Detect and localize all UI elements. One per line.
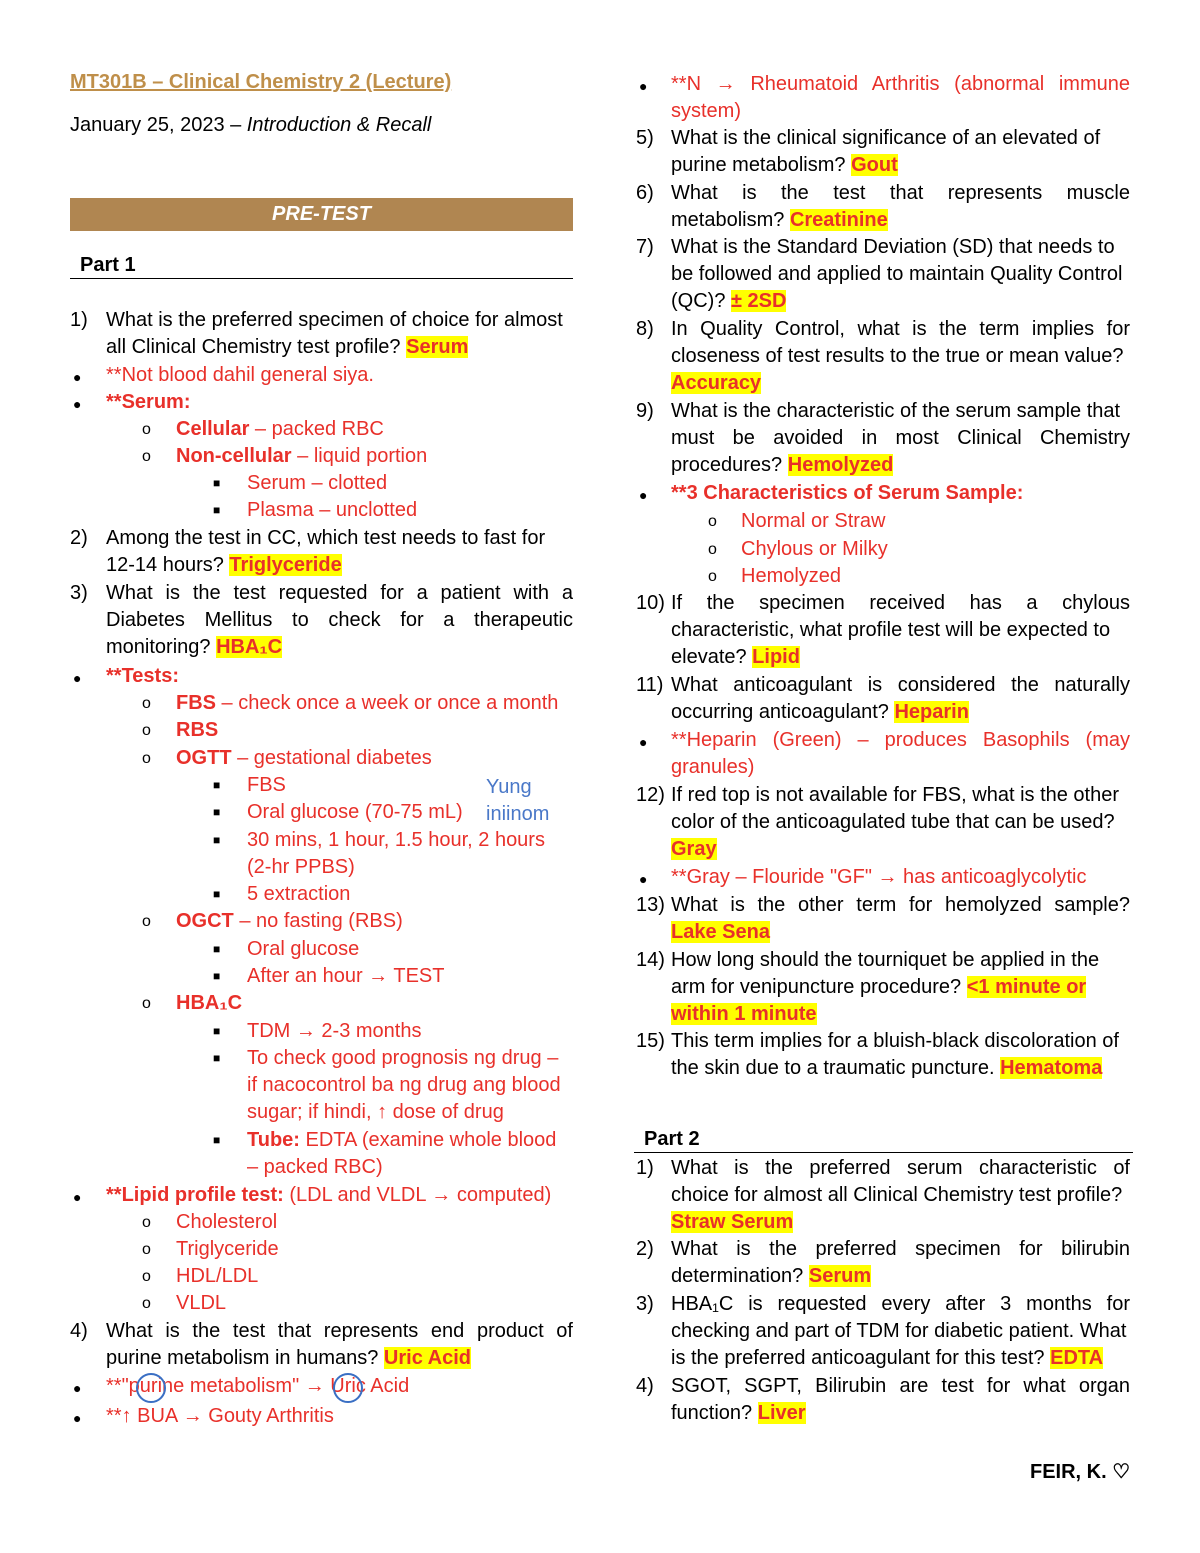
part2-question-2 xyxy=(671,1236,1130,1290)
note xyxy=(671,727,1130,781)
answer: Uric Acid xyxy=(383,1347,471,1370)
p1-line: What is the preferred serum characteristic of xyxy=(671,1157,1130,1179)
term-desc: – no fasting (RBS) xyxy=(233,910,403,932)
p4-line: SGOT, SGPT, Bilirubin are test for what organ xyxy=(671,1375,1130,1397)
q3-line: Diabetes Mellitus to check for a therapeutic xyxy=(106,609,573,632)
bullet: ■ xyxy=(213,969,221,983)
term: Cellular xyxy=(176,418,250,440)
bullet: o xyxy=(142,1214,151,1231)
bullet: o xyxy=(142,421,151,438)
bullet: o xyxy=(142,722,151,739)
term: OGCT xyxy=(176,910,234,932)
question-11 xyxy=(671,672,1130,726)
question-13 xyxy=(671,892,1130,946)
answer: Gray xyxy=(671,838,717,861)
bullet: ● xyxy=(73,369,82,385)
subitem-line: To check good prognosis ng drug – xyxy=(247,1047,559,1069)
p3-line: HBA₁C is requested every after 3 months for xyxy=(671,1293,1130,1315)
p3-line: checking and part of TDM for diabetic patient. What xyxy=(671,1320,1127,1343)
note-line: granules) xyxy=(671,756,755,779)
question-8 xyxy=(671,316,1130,398)
question-2 xyxy=(106,525,573,579)
bullet: ● xyxy=(73,1410,82,1426)
q14-line: arm for venipuncture procedure? xyxy=(671,976,967,999)
answer: EDTA xyxy=(1050,1347,1104,1370)
subitem-line: sugar; if hindi, ↑ dose of drug xyxy=(247,1101,504,1124)
handwritten-note: iniinom xyxy=(486,803,550,825)
bullet: ● xyxy=(639,78,648,94)
handwritten-circle xyxy=(136,1373,166,1403)
q-number: 4) xyxy=(70,1320,88,1342)
subitem: Oral glucose (70-75 mL) xyxy=(247,801,463,823)
q1-line: What is the preferred specimen of choice for almost xyxy=(106,309,563,331)
part2-heading: Part 2 xyxy=(634,1126,1133,1153)
question-14 xyxy=(671,947,1130,1029)
q4-line: What is the test that represents end product of xyxy=(106,1320,573,1342)
answer: Hemolyzed xyxy=(787,454,894,477)
note xyxy=(671,71,1130,125)
author-footer: FEIR, K. ♡ xyxy=(1030,1461,1131,1483)
answer: Serum xyxy=(406,336,469,359)
q10-line: characteristic, what profile test will be expected to xyxy=(671,619,1111,642)
q13-line: What is the other term for hemolyzed sample? xyxy=(671,894,1130,916)
p3-line: is the preferred anticoagulant for this test? xyxy=(671,1347,1051,1370)
bullet: ● xyxy=(639,487,648,503)
bullet: ● xyxy=(73,670,82,686)
question-4 xyxy=(106,1318,573,1372)
term: OGTT xyxy=(176,747,232,769)
term: Tube: xyxy=(247,1129,300,1151)
q6-line: metabolism? xyxy=(671,209,790,232)
subitem xyxy=(176,745,432,772)
q8-line: In Quality Control, what is the term implies for xyxy=(671,318,1130,340)
q-number: 14) xyxy=(636,949,665,971)
handwritten-note: Yung xyxy=(486,776,532,798)
bullet: ■ xyxy=(213,942,221,956)
q-number: 15) xyxy=(636,1030,665,1052)
subitem: After an hour → TEST xyxy=(247,965,445,987)
q-number: 9) xyxy=(636,400,654,422)
part1-heading: Part 1 xyxy=(70,252,573,279)
subitem: Chylous or Milky xyxy=(741,538,888,560)
answer: within 1 minute xyxy=(671,1003,817,1026)
subitem: 5 extraction xyxy=(247,883,351,905)
q-number: 1) xyxy=(636,1157,654,1179)
subitem: VLDL xyxy=(176,1292,227,1314)
question-6 xyxy=(671,180,1130,234)
note: **"purine metabolism" → Uric Acid xyxy=(106,1375,410,1397)
term-desc: – check once a week or once a month xyxy=(216,692,559,714)
q-number: 2) xyxy=(636,1238,654,1260)
lecture-date xyxy=(70,114,431,137)
subitem-line: if nacocontrol ba ng drug ang blood xyxy=(247,1074,561,1097)
pretest-banner: PRE-TEST xyxy=(70,198,573,231)
part2-question-3 xyxy=(671,1291,1130,1373)
question-1 xyxy=(106,307,573,361)
answer: ± 2SD xyxy=(731,290,787,313)
note: **Serum: xyxy=(106,391,191,413)
subitem xyxy=(247,827,545,881)
question-7 xyxy=(671,234,1130,316)
q-number: 10) xyxy=(636,592,665,614)
subitem: FBS xyxy=(247,774,286,796)
subitem xyxy=(176,416,384,443)
term-desc: – packed RBC xyxy=(249,418,384,440)
p4-line: function? xyxy=(671,1402,758,1425)
q-number: 5) xyxy=(636,127,654,149)
bullet: o xyxy=(142,1241,151,1258)
q5-line: purine metabolism? xyxy=(671,154,852,177)
term-desc: – gestational diabetes xyxy=(231,747,432,769)
bullet: ■ xyxy=(213,805,221,819)
subitem: Triglyceride xyxy=(176,1238,279,1260)
bullet: ■ xyxy=(213,1133,221,1147)
answer: <1 minute or xyxy=(966,976,1087,999)
note-line: system) xyxy=(671,100,741,123)
bullet: ● xyxy=(73,1380,82,1396)
q9-line: procedures? xyxy=(671,454,788,477)
q7-line: What is the Standard Deviation (SD) that needs to xyxy=(671,236,1115,258)
q11-line: What anticoagulant is considered the naturally xyxy=(671,674,1130,696)
q-number: 6) xyxy=(636,182,654,204)
q-number: 11) xyxy=(636,674,664,696)
bullet: o xyxy=(708,541,717,558)
note: **Not blood dahil general siya. xyxy=(106,364,374,386)
q7-line: (QC)? xyxy=(671,290,731,313)
bullet: ■ xyxy=(213,1051,221,1065)
p1-line: choice for almost all Clinical Chemistry test profile? xyxy=(671,1184,1123,1207)
subitem: Serum – clotted xyxy=(247,472,388,494)
q-number: 13) xyxy=(636,894,665,916)
bullet: o xyxy=(142,448,151,465)
question-9 xyxy=(671,398,1130,480)
subitem: Oral glucose xyxy=(247,938,360,960)
course-title: MT301B – Clinical Chemistry 2 (Lecture) xyxy=(70,71,452,93)
q2-line: Among the test in CC, which test needs to fast for xyxy=(106,527,546,549)
subitem xyxy=(176,690,558,717)
bullet: ● xyxy=(73,396,82,412)
bullet: ■ xyxy=(213,503,221,517)
p2-line: What is the preferred specimen for bilirubin xyxy=(671,1238,1130,1260)
q15-line: This term implies for a bluish-black discoloration of xyxy=(671,1030,1119,1052)
bullet: o xyxy=(142,913,151,930)
answer: Serum xyxy=(808,1265,872,1288)
answer: Hematoma xyxy=(1000,1057,1103,1080)
term: FBS xyxy=(176,692,216,714)
note: **3 Characteristics of Serum Sample: xyxy=(671,482,1024,504)
bullet: ■ xyxy=(213,476,221,490)
q-number: 12) xyxy=(636,784,665,806)
answer: Gout xyxy=(851,154,898,177)
subitem: HBA₁C xyxy=(176,992,243,1014)
question-3 xyxy=(106,580,573,662)
bullet: ■ xyxy=(213,1024,221,1038)
q15-line: the skin due to a traumatic puncture. xyxy=(671,1057,1001,1080)
subitem xyxy=(247,1127,573,1181)
q-number: 3) xyxy=(70,582,88,604)
q10-line: elevate? xyxy=(671,646,753,669)
answer: Lipid xyxy=(752,646,800,669)
part2-question-1 xyxy=(671,1155,1130,1237)
answer: Straw Serum xyxy=(671,1211,794,1234)
q-number: 4) xyxy=(636,1375,654,1397)
q1-line: all Clinical Chemistry test profile? xyxy=(106,336,407,359)
handwritten-circle xyxy=(333,1373,363,1403)
question-12 xyxy=(671,782,1130,864)
answer: HBA₁C xyxy=(216,636,283,659)
bullet: ● xyxy=(73,1189,82,1205)
q3-line: What is the test requested for a patient with a xyxy=(106,582,573,604)
q4-line: purine metabolism in humans? xyxy=(106,1347,384,1370)
q2-line: 12-14 hours? xyxy=(106,554,230,577)
q7-line: be followed and applied to maintain Quality Control xyxy=(671,263,1123,286)
q6-line: What is the test that represents muscle xyxy=(671,182,1130,204)
subitem xyxy=(247,1045,573,1127)
question-5 xyxy=(671,125,1130,179)
q-number: 2) xyxy=(70,527,88,549)
bullet: ● xyxy=(639,734,648,750)
bullet: ■ xyxy=(213,778,221,792)
q5-line: What is the clinical significance of an elevated of xyxy=(671,127,1101,149)
bullet: o xyxy=(142,695,151,712)
subitem: RBS xyxy=(176,719,219,741)
answer: Triglyceride xyxy=(229,554,342,577)
note-line: **N → Rheumatoid Arthritis (abnormal immune xyxy=(671,73,1130,95)
q11-line: occurring anticoagulant? xyxy=(671,701,895,724)
topic-text: Introduction & Recall xyxy=(246,114,432,136)
answer: Creatinine xyxy=(789,209,888,232)
bullet: ● xyxy=(639,871,648,887)
term: Non-cellular xyxy=(176,445,292,467)
note: **Gray – Flouride "GF" → has anticoaglycolytic xyxy=(671,866,1087,888)
q12-line: If red top is not available for FBS, what is the other xyxy=(671,784,1120,806)
note xyxy=(106,1182,551,1209)
subitem-line: 30 mins, 1 hour, 1.5 hour, 2 hours xyxy=(247,829,545,851)
subitem-line: – packed RBC) xyxy=(247,1156,383,1179)
subitem: Hemolyzed xyxy=(741,565,842,587)
p2-line: determination? xyxy=(671,1265,809,1288)
answer: Accuracy xyxy=(671,372,762,395)
q9-line: must be avoided in most Clinical Chemistry xyxy=(671,427,1130,450)
question-10 xyxy=(671,590,1130,672)
bullet: o xyxy=(142,1268,151,1285)
subitem xyxy=(176,908,403,935)
q12-line: color of the anticoagulated tube that can be used? xyxy=(671,811,1115,834)
bullet: o xyxy=(142,1295,151,1312)
subitem: HDL/LDL xyxy=(176,1265,259,1287)
bullet: o xyxy=(708,513,717,530)
answer: Lake Sena xyxy=(671,921,770,944)
term: **Lipid profile test: xyxy=(106,1184,284,1206)
note: **↑ BUA → Gouty Arthritis xyxy=(106,1405,334,1427)
subitem: TDM → 2-3 months xyxy=(247,1020,422,1042)
subitem-line: (2-hr PPBS) xyxy=(247,856,355,879)
q-number: 1) xyxy=(70,309,88,331)
bullet: o xyxy=(708,568,717,585)
q10-line: If the specimen received has a chylous xyxy=(671,592,1130,614)
q14-line: How long should the tourniquet be applied in the xyxy=(671,949,1100,971)
q8-line: closeness of test results to the true or mean value? xyxy=(671,345,1124,368)
term-desc: (LDL and VLDL → computed) xyxy=(283,1184,552,1206)
q-number: 3) xyxy=(636,1293,654,1315)
subitem: Cholesterol xyxy=(176,1211,278,1233)
q3-line: monitoring? xyxy=(106,636,217,659)
bullet: ■ xyxy=(213,833,221,847)
note: **Tests: xyxy=(106,665,179,687)
bullet: o xyxy=(142,995,151,1012)
term-desc: – liquid portion xyxy=(291,445,428,467)
part2-question-4 xyxy=(671,1373,1130,1427)
question-15 xyxy=(671,1028,1130,1082)
answer: Liver xyxy=(757,1402,806,1425)
bullet: o xyxy=(142,750,151,767)
term-desc: EDTA (examine whole blood xyxy=(299,1129,557,1151)
q9-line: What is the characteristic of the serum sample that xyxy=(671,400,1121,422)
answer: Heparin xyxy=(894,701,969,724)
subitem: Plasma – unclotted xyxy=(247,499,418,521)
subitem: Normal or Straw xyxy=(741,510,886,532)
subitem xyxy=(176,443,427,470)
bullet: ■ xyxy=(213,887,221,901)
note-line: **Heparin (Green) – produces Basophils (may xyxy=(671,729,1130,751)
date-text: January 25, 2023 – xyxy=(70,114,247,136)
q-number: 7) xyxy=(636,236,654,258)
q-number: 8) xyxy=(636,318,654,340)
